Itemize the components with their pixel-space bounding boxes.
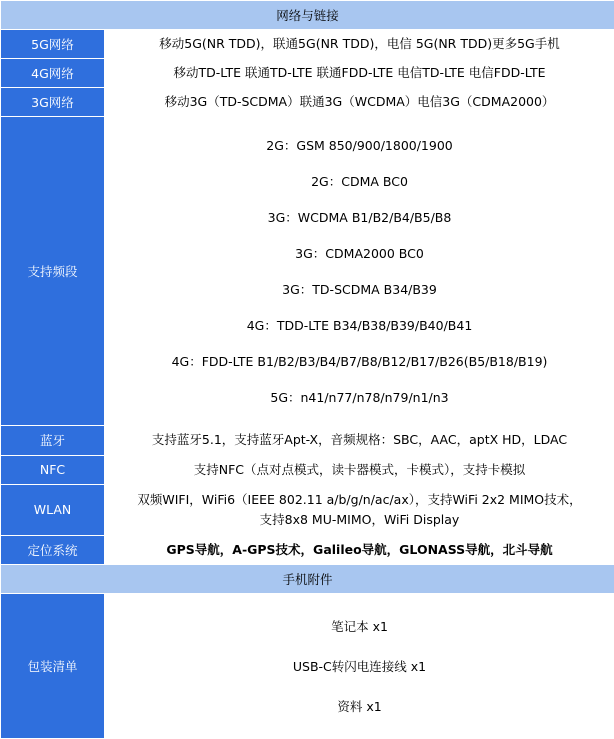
row-value-5g-network: 移动5G(NR TDD)，联通5G(NR TDD)，电信 5G(NR TDD)更多5G手机 — [105, 30, 614, 59]
table-row-positioning — [1, 535, 614, 564]
row-label-nfc: NFC — [1, 455, 105, 484]
row-value-packing-list — [105, 594, 614, 739]
section-header-network: 网络与链接 — [1, 1, 614, 30]
table-row-section-network — [1, 1, 614, 30]
row-label-4g-network: 4G网络 — [1, 59, 105, 88]
row-label-5g-network: 5G网络 — [1, 30, 105, 59]
row-value-wlan — [105, 484, 614, 535]
table-row-section-accessories — [1, 565, 614, 594]
wlan-line: 支持8x8 MU-MIMO，WiFi Display — [111, 510, 608, 530]
table-row-nfc — [1, 455, 614, 484]
row-value-4g-network: 移动TD-LTE 联通TD-LTE 联通FDD-LTE 电信TD-LTE 电信FDD-LTE — [105, 59, 614, 88]
packing-line: 资料 x1 — [111, 686, 608, 726]
row-label-3g-network: 3G网络 — [1, 88, 105, 117]
row-label-packing-list: 包装清单 — [1, 594, 105, 739]
band-line: 5G：n41/n77/n78/n79/n1/n3 — [111, 379, 608, 415]
band-line: 4G：TDD-LTE B34/B38/B39/B40/B41 — [111, 307, 608, 343]
row-label-positioning-system: 定位系统 — [1, 535, 105, 564]
table-row-4g — [1, 59, 614, 88]
row-label-wlan: WLAN — [1, 484, 105, 535]
row-value-bluetooth: 支持蓝牙5.1，支持蓝牙Apt-X，音频规格：SBC，AAC，aptX HD，LDAC — [105, 426, 614, 455]
table-row-packing-list — [1, 594, 614, 739]
table-row-wlan — [1, 484, 614, 535]
packing-line: USB-C转闪电连接线 x1 — [111, 646, 608, 686]
row-label-bluetooth: 蓝牙 — [1, 426, 105, 455]
row-value-nfc: 支持NFC（点对点模式，读卡器模式，卡模式），支持卡模拟 — [105, 455, 614, 484]
row-value-supported-bands — [105, 117, 614, 426]
packing-line: 笔记本 x1 — [111, 606, 608, 646]
table-row-bands — [1, 117, 614, 426]
band-line: 2G：CDMA BC0 — [111, 163, 608, 199]
band-line: 4G：FDD-LTE B1/B2/B3/B4/B7/B8/B12/B17/B26(B5/B18/B19) — [111, 343, 608, 379]
row-label-supported-bands: 支持频段 — [1, 117, 105, 426]
table-row-bluetooth — [1, 426, 614, 455]
table-row-3g — [1, 88, 614, 117]
band-line: 3G：WCDMA B1/B2/B4/B5/B8 — [111, 199, 608, 235]
band-line: 2G：GSM 850/900/1800/1900 — [111, 127, 608, 163]
row-value-3g-network: 移动3G（TD-SCDMA）联通3G（WCDMA）电信3G（CDMA2000） — [105, 88, 614, 117]
band-line: 3G：CDMA2000 BC0 — [111, 235, 608, 271]
table-row-5g — [1, 30, 614, 59]
row-value-positioning-system: GPS导航，A-GPS技术，Galileo导航，GLONASS导航，北斗导航 — [105, 535, 614, 564]
wlan-line: 双频WIFI，WiFi6（IEEE 802.11 a/b/g/n/ac/ax），支持WiFi 2x2 MIMO技术， — [111, 490, 608, 510]
section-header-accessories: 手机附件 — [1, 565, 614, 594]
band-line: 3G：TD-SCDMA B34/B39 — [111, 271, 608, 307]
